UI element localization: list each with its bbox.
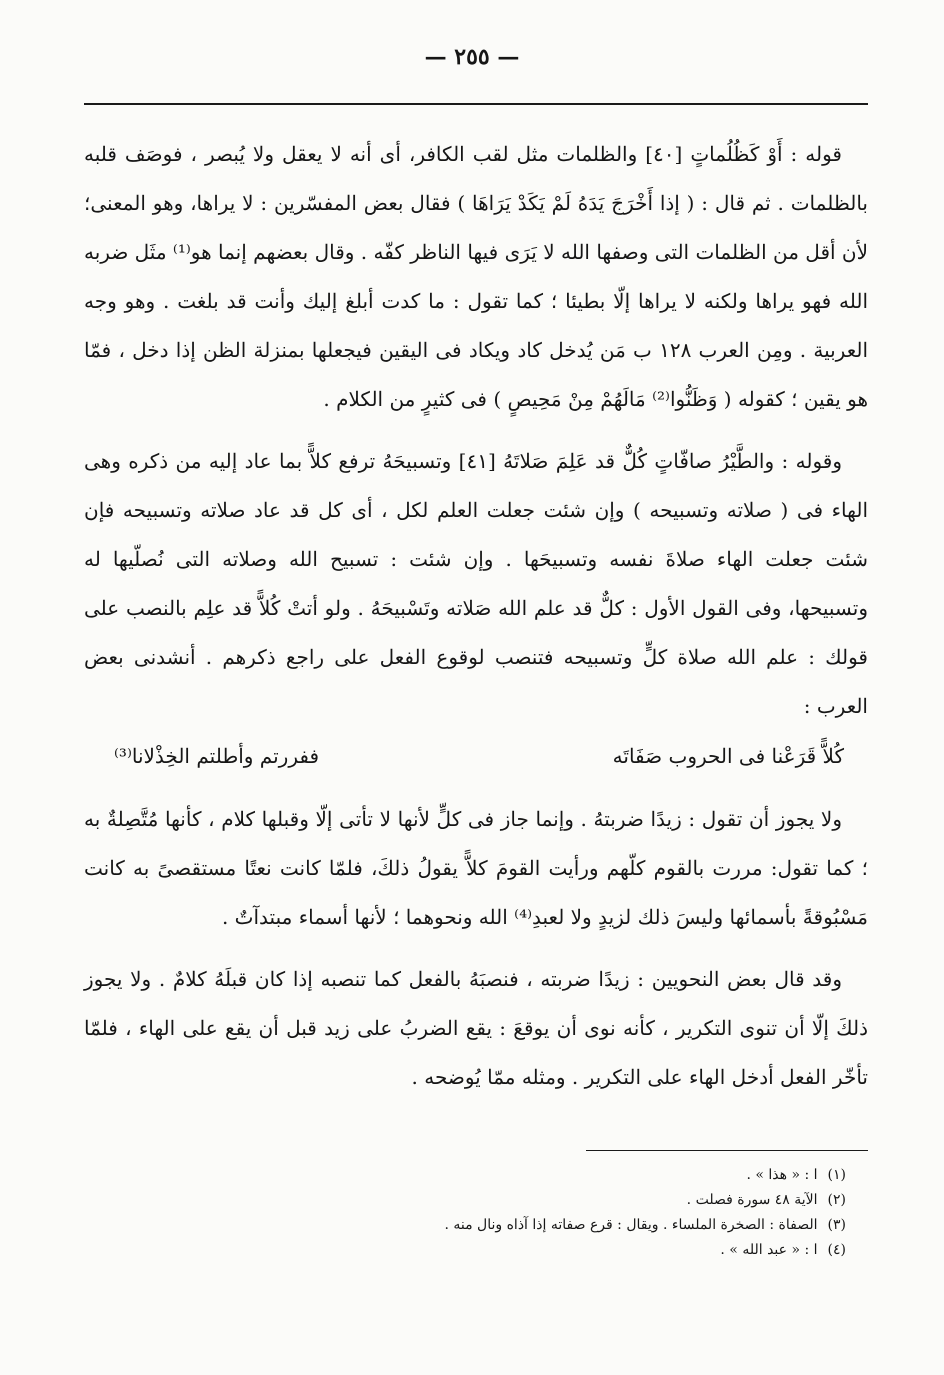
- main-text: [84, 130, 868, 1102]
- verse-second-hemistich: ففررتم وأطلتم الخِذْلانا⁽³⁾: [114, 744, 320, 768]
- footnote-rule: [586, 1150, 868, 1151]
- footnote-item: [146, 1238, 846, 1263]
- paragraph-4: وقد قال بعض النحويين : زيدًا ضربته ، فنصبَهُ بالفعل كما تنصبه إذا كان قبلَهُ كلامٌ . ولا يجوز ذلكَ إلّا أن تنوى التكرير ، كأنه نوى أن يوقعَ : يقع الضربُ على زيد قبل أن يقع على الهاء ، فلمّا تأخّر الفعل أدخل الهاء على التكرير . ومثله ممّا يُوضحه .: [84, 967, 868, 1089]
- paragraph-3: ولا يجوز أن تقول : زيدًا ضربتهُ . وإنما جاز فى كلٍّ لأنها لا تأتى إلّا وقبلها كلام ، كأنها مُتَّصِلةٌ به ؛ كما تقول: مررت بالقوم كلّهم ورأيت القومَ كلاًّ يقولُ ذلكَ، فلمّا كانت نعتًا مستقصىً به كانت مَسْبُوقةً بأسمائها وليسَ ذلك لزيدٍ ولا لعبدِ⁽⁴⁾ الله ونحوهما ؛ لأنها أسماء مبتدآتٌ .: [84, 807, 868, 929]
- verse-first-hemistich: كُلاًّ قَرَعْنا فى الحروب صَفَاتَه: [612, 744, 844, 768]
- footnote-item: [146, 1188, 846, 1213]
- footnote-item: [146, 1163, 846, 1188]
- footnote-number: (١): [827, 1167, 846, 1183]
- footnote-item: [146, 1213, 846, 1238]
- footnote-text: الصفاة : الصخرة الملساء . ويقال : قرع صفاته إذا آذاه ونال منه .: [444, 1217, 818, 1233]
- footnote-number: (٣): [827, 1217, 846, 1233]
- header-rule: [84, 103, 868, 105]
- paragraph-2: وقوله : والطَّيْرُ صافّاتٍ كُلٌّ قد عَلِمَ صَلاتَهُ [٤١] وتسبيحَهُ ترفع كلاًّ بما عاد إليه من ذكره وهى الهاء فى ( صلاته وتسبيحه ) وإن شئت جعلت العلم لكل ، أى كل قد عاد صلاته وتسبيحه فإن شئت جعلت الهاء صلاةَ نفسه وتسبيحَها . وإن شئت : تسبيح الله وصلاته التى نُصلّيها له وتسبيحها، وفى القول الأول : كلٌّ قد علم الله صَلاته وتَسْبيحَهُ . ولو أتتْ كُلاًّ قد علِم بالنصب على قولك : علم الله صلاة كلٍّ وتسبيحه فتنصب لوقوع الفعل على راجع ذكرهم . أنشدنى بعض العرب :: [84, 449, 868, 718]
- page-number: — ٢٥٥ —: [424, 44, 520, 70]
- footnote-text: ا : « هذا » .: [746, 1167, 818, 1183]
- poetry-verse: [84, 731, 868, 781]
- footnotes: [146, 1163, 846, 1263]
- footnote-number: (٤): [827, 1242, 846, 1258]
- footnote-text: ا : « عبد الله » .: [720, 1242, 818, 1258]
- footnote-text: الآية ٤٨ سورة فصلت .: [686, 1192, 818, 1208]
- paragraph-1: قوله : أَوْ كَظُلُماتٍ [٤٠] والظلمات مثل لقب الكافر، أى أنه لا يعقل ولا يُبصر ، فوصَف قلبه بالظلمات . ثم قال : ( إذا أَخْرَجَ يَدَهُ لَمْ يَكَدْ يَرَاهَا ) فقال بعض المفسّرين : لا يراها، وهو المعنى؛ لأن أقل من الظلمات التى وصفها الله لا يَرَى فيها الناظر كفّه . وقال بعضهم إنما هو⁽¹⁾ مثَل ضربه الله فهو يراها ولكنه لا يراها إلّا بطيئا ؛ كما تقول : ما كدت أبلغ إليك وأنت قد بلغت . وهو وجه العربية . ومِن العرب ١٢٨ ب مَن يُدخل كاد ويكاد فى اليقين فيجعلها بمنزلة الظن إذا دخل ، فمّا هو يقين ؛ كقوله ( وَظَنُّوا⁽²⁾ مَالَهُمْ مِنْ مَحِيصٍ ) فى كثيرٍ من الكلام .: [84, 142, 869, 411]
- footnote-number: (٢): [827, 1192, 846, 1208]
